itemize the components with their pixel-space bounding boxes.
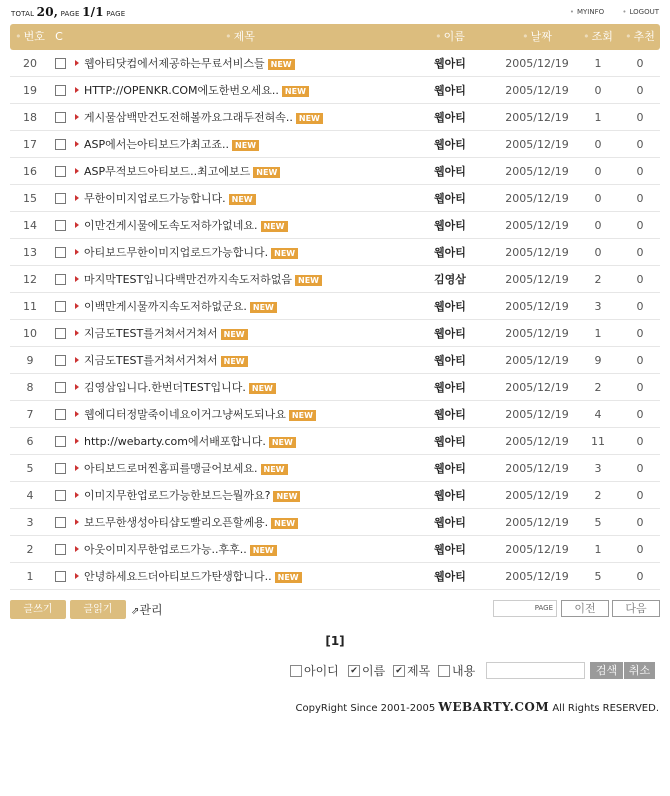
row-number: 20 [23,57,37,70]
row-views: 0 [594,165,602,178]
table-row[interactable] [10,266,660,293]
row-author[interactable]: 웹아티 [434,138,466,151]
page-label: PAGE [60,10,80,18]
row-views: 1 [594,57,602,70]
row-title[interactable] [84,536,424,563]
bullet-icon: • [569,8,574,16]
row-views: 5 [594,516,602,529]
row-views: 1 [594,327,602,340]
search-opt-name[interactable] [348,662,385,680]
row-date: 2005/12/19 [505,138,569,151]
new-badge: NEW [221,356,248,367]
page-input-label: PAGE [534,604,553,612]
table-row[interactable] [10,563,660,590]
checkbox-icon [438,665,450,677]
bullet-triangle-icon [75,60,79,66]
row-recommend: 0 [636,408,644,421]
row-checkbox[interactable] [55,571,66,582]
new-badge: NEW [271,518,298,529]
row-checkbox[interactable] [55,274,66,285]
search-input[interactable] [486,662,585,679]
row-number: 13 [23,246,37,259]
row-title-text: 게시물삼백만건도전해볼까요그래두전혀속.. [84,111,293,124]
row-number: 15 [23,192,37,205]
row-checkbox[interactable] [55,409,66,420]
table-row[interactable] [10,455,660,482]
table-row[interactable] [10,509,660,536]
row-title[interactable] [84,77,424,104]
bullet-triangle-icon [75,492,79,498]
row-date: 2005/12/19 [505,570,569,583]
copyright [296,700,660,714]
page-input[interactable] [493,600,557,617]
row-number: 4 [26,489,34,502]
row-date: 2005/12/19 [505,462,569,475]
row-checkbox[interactable] [55,355,66,366]
manage-label: 관리 [139,603,163,617]
row-author[interactable]: 웹아티 [434,516,466,529]
bullet-triangle-icon [75,546,79,552]
logout-label: LOGOUT [629,8,659,16]
row-views: 3 [594,462,602,475]
page-suffix: PAGE [106,10,126,18]
row-date: 2005/12/19 [505,543,569,556]
table-row[interactable] [10,293,660,320]
bullet-triangle-icon [75,141,79,147]
row-date: 2005/12/19 [505,219,569,232]
row-checkbox[interactable] [55,490,66,501]
search-opt-name-label: 이름 [362,664,386,678]
new-badge: NEW [268,59,295,70]
table-row[interactable] [10,536,660,563]
row-title[interactable] [84,293,424,320]
cancel-button[interactable]: 취소 [624,662,655,679]
external-link-icon: ⇗ [131,606,140,617]
header-name[interactable]: • 이름 [435,30,465,43]
table-row[interactable] [10,320,660,347]
total-count [11,4,125,22]
row-recommend: 0 [636,516,644,529]
total-value: 20, [36,5,59,19]
table-row[interactable] [10,185,660,212]
next-button[interactable]: 다음 [612,600,660,617]
row-title-text: 웹아티닷컴에서제공하는무료서비스들 [84,57,265,70]
row-views: 2 [594,273,602,286]
row-checkbox[interactable] [55,436,66,447]
row-views: 0 [594,246,602,259]
search-opt-content[interactable] [438,662,475,680]
row-author[interactable]: 웹아티 [434,84,466,97]
table-row[interactable] [10,374,660,401]
row-title-text: 안녕하세요드더아티보드가탄생합니다.. [84,570,272,583]
row-checkbox[interactable] [55,85,66,96]
row-author[interactable]: 웹아티 [434,489,466,502]
checkbox-icon: ✔ [348,665,360,677]
new-badge: NEW [250,545,277,556]
row-number: 18 [23,111,37,124]
copyright-brand: WEBARTY.COM [438,700,550,714]
row-title[interactable] [84,104,424,131]
bullet-triangle-icon [75,114,79,120]
row-title[interactable] [84,131,424,158]
row-checkbox[interactable] [55,517,66,528]
row-views: 11 [591,435,605,448]
row-recommend: 0 [636,543,644,556]
row-recommend: 0 [636,354,644,367]
row-checkbox[interactable] [55,382,66,393]
row-title-text: 이백만게시물까지속도저하없군요. [84,300,247,313]
row-author[interactable]: 웹아티 [434,462,466,475]
row-views: 2 [594,381,602,394]
bullet-triangle-icon [75,195,79,201]
new-badge: NEW [261,221,288,232]
row-title[interactable] [84,266,424,293]
row-number: 1 [26,570,34,583]
row-author[interactable]: 웹아티 [434,246,466,259]
header-check-label: C [55,30,63,43]
row-title[interactable] [84,185,424,212]
row-date: 2005/12/19 [505,516,569,529]
row-date: 2005/12/19 [505,273,569,286]
row-author[interactable]: 웹아티 [434,192,466,205]
row-date: 2005/12/19 [505,327,569,340]
bullet-triangle-icon [75,519,79,525]
search-opt-title[interactable] [393,662,430,680]
row-author[interactable]: 웹아티 [434,219,466,232]
myinfo-link[interactable] [570,8,604,16]
row-number: 9 [26,354,34,367]
row-date: 2005/12/19 [505,489,569,502]
row-title-text: 김영삼입니다.한번더TEST입니다. [84,381,246,394]
header-rec-label: 추천 [633,30,655,43]
row-title-text: 지금도TEST를거쳐서거쳐서 [84,354,218,367]
row-date: 2005/12/19 [505,57,569,70]
row-author[interactable]: 웹아티 [434,111,466,124]
row-title[interactable] [84,347,424,374]
row-title[interactable] [84,428,424,455]
copyright-suffix: All Rights RESERVED. [552,703,659,714]
row-number: 17 [23,138,37,151]
row-recommend: 0 [636,138,644,151]
row-recommend: 0 [636,111,644,124]
row-recommend: 0 [636,192,644,205]
bullet-triangle-icon [75,276,79,282]
row-number: 19 [23,84,37,97]
row-checkbox[interactable] [55,193,66,204]
row-author[interactable]: 웹아티 [434,543,466,556]
row-checkbox[interactable] [55,247,66,258]
row-author[interactable]: 웹아티 [434,435,466,448]
table-row[interactable] [10,50,660,77]
row-title[interactable] [84,563,424,590]
row-checkbox[interactable] [55,139,66,150]
row-views: 9 [594,354,602,367]
row-checkbox[interactable] [55,220,66,231]
bullet-triangle-icon [75,411,79,417]
table-row[interactable] [10,401,660,428]
row-date: 2005/12/19 [505,246,569,259]
row-number: 5 [26,462,34,475]
row-views: 1 [594,543,602,556]
row-author[interactable]: 웹아티 [434,327,466,340]
search-button[interactable]: 검색 [590,662,623,679]
checkbox-icon [290,665,302,677]
table-row[interactable] [10,212,660,239]
row-number: 11 [23,300,37,313]
row-title-text: 지금도TEST를거쳐서거쳐서 [84,327,218,340]
new-badge: NEW [296,113,323,124]
row-number: 2 [26,543,34,556]
bullet-triangle-icon [75,438,79,444]
new-badge: NEW [295,275,322,286]
new-badge: NEW [271,248,298,259]
row-title-text: 아티보드무한이미지업로드가능합니다. [84,246,269,259]
row-title-text: http://webarty.com에서배포합니다. [84,435,266,448]
header-title[interactable]: • 제목 [225,30,255,43]
row-recommend: 0 [636,219,644,232]
row-views: 0 [594,192,602,205]
row-number: 7 [26,408,34,421]
header-date[interactable]: • 날짜 [522,30,552,43]
row-title[interactable] [84,50,424,77]
row-number: 16 [23,165,37,178]
search-opt-content-label: 내용 [452,664,476,678]
myinfo-label: MYINFO [576,8,605,16]
header-views[interactable]: • 조회 [583,30,613,43]
logout-link[interactable] [622,8,659,16]
row-checkbox[interactable] [55,544,66,555]
post-list [10,50,660,590]
page-value: 1/1 [82,5,104,19]
row-number: 8 [26,381,34,394]
top-links [554,4,659,20]
row-number: 6 [26,435,34,448]
table-row[interactable] [10,428,660,455]
checkbox-icon: ✔ [393,665,405,677]
row-author[interactable]: 웹아티 [434,57,466,70]
row-recommend: 0 [636,84,644,97]
new-badge: NEW [289,410,316,421]
bullet-triangle-icon [75,249,79,255]
row-recommend: 0 [636,165,644,178]
row-views: 3 [594,300,602,313]
bullet-triangle-icon [75,573,79,579]
row-recommend: 0 [636,300,644,313]
table-row[interactable] [10,104,660,131]
row-date: 2005/12/19 [505,111,569,124]
row-views: 1 [594,111,602,124]
total-label: TOTAL [11,10,35,18]
row-title-text: ASP무적보드아티보드..최고에보드 [84,165,251,178]
search-opt-id[interactable] [290,662,339,680]
pagination[interactable]: [1] [325,634,345,648]
row-checkbox[interactable] [55,112,66,123]
row-date: 2005/12/19 [505,354,569,367]
row-recommend: 0 [636,489,644,502]
row-checkbox[interactable] [55,328,66,339]
row-date: 2005/12/19 [505,300,569,313]
bullet-triangle-icon [75,222,79,228]
row-recommend: 0 [636,435,644,448]
new-badge: NEW [229,194,256,205]
header-name-label: 이름 [443,30,465,43]
table-row[interactable] [10,158,660,185]
table-row[interactable] [10,77,660,104]
row-author[interactable]: 웹아티 [434,408,466,421]
row-author[interactable]: 웹아티 [434,300,466,313]
table-row[interactable] [10,347,660,374]
row-checkbox[interactable] [55,463,66,474]
row-number: 10 [23,327,37,340]
row-title-text: ASP에서는아티보드가최고죠.. [84,138,230,151]
new-badge: NEW [253,167,280,178]
row-views: 0 [594,84,602,97]
top-bar [11,4,659,20]
row-author[interactable]: 김영삼 [434,273,466,286]
row-title-text: 마지막TEST입니다백만건까지속도저하없음 [84,273,293,286]
row-recommend: 0 [636,246,644,259]
new-badge: NEW [249,383,276,394]
row-title[interactable] [84,374,424,401]
header-title-label: 제목 [233,30,255,43]
row-author[interactable]: 웹아티 [434,570,466,583]
bullet-triangle-icon [75,168,79,174]
row-title-text: HTTP://OPENKR.COM에도한번오세요.. [84,84,279,97]
row-views: 4 [594,408,602,421]
row-date: 2005/12/19 [505,84,569,97]
row-title-text: 무한이미지업로드가능합니다. [84,192,226,205]
read-button[interactable]: 글읽기 [70,600,126,619]
new-badge: NEW [250,302,277,313]
row-title[interactable] [84,212,424,239]
row-title-text: 웹에디터정말죽이네요이거그냥써도되나요 [84,408,286,421]
row-date: 2005/12/19 [505,165,569,178]
row-author[interactable]: 웹아티 [434,381,466,394]
new-badge: NEW [261,464,288,475]
row-date: 2005/12/19 [505,381,569,394]
table-header [10,24,660,50]
manage-link[interactable] [131,601,163,618]
row-title[interactable] [84,482,424,509]
row-recommend: 0 [636,57,644,70]
row-title[interactable] [84,401,424,428]
row-author[interactable]: 웹아티 [434,165,466,178]
new-badge: NEW [273,491,300,502]
new-badge: NEW [275,572,302,583]
row-recommend: 0 [636,381,644,394]
row-number: 14 [23,219,37,232]
row-checkbox[interactable] [55,58,66,69]
row-recommend: 0 [636,327,644,340]
copyright-prefix: CopyRight Since 2001-2005 [295,703,436,714]
bullet-triangle-icon [75,465,79,471]
bullet-triangle-icon [75,303,79,309]
new-badge: NEW [221,329,248,340]
header-date-label: 날짜 [530,30,552,43]
row-views: 0 [594,138,602,151]
header-views-label: 조회 [591,30,613,43]
header-num[interactable]: • 번호 [15,30,45,43]
row-title-text: 이만건게시물에도속도저하가없네요. [84,219,258,232]
row-recommend: 0 [636,462,644,475]
write-button[interactable]: 글쓰기 [10,600,66,619]
row-date: 2005/12/19 [505,435,569,448]
bullet-triangle-icon [75,357,79,363]
table-row[interactable] [10,239,660,266]
new-badge: NEW [282,86,309,97]
row-date: 2005/12/19 [505,408,569,421]
row-title-text: 아웃이미지무한업로드가능..후후.. [84,543,247,556]
row-checkbox[interactable] [55,166,66,177]
search-opt-id-label: 아이디 [304,664,339,678]
header-num-label: 번호 [23,30,45,43]
row-views: 2 [594,489,602,502]
row-title-text: 이미지무한업로드가능한보드는뭘까요? [84,489,271,502]
row-title[interactable] [84,239,424,266]
bullet-icon: • [622,8,627,16]
row-title-text: 아티보드로머찐홈피를맹글어보세요. [84,462,258,475]
bullet-triangle-icon [75,384,79,390]
row-title[interactable] [84,320,424,347]
row-recommend: 0 [636,570,644,583]
table-row[interactable] [10,131,660,158]
bullet-triangle-icon [75,330,79,336]
new-badge: NEW [269,437,296,448]
row-views: 0 [594,219,602,232]
new-badge: NEW [232,140,259,151]
row-views: 5 [594,570,602,583]
row-recommend: 0 [636,273,644,286]
row-checkbox[interactable] [55,301,66,312]
row-number: 12 [23,273,37,286]
row-author[interactable]: 웹아티 [434,354,466,367]
header-rec[interactable]: • 추천 [625,30,655,43]
bullet-triangle-icon [75,87,79,93]
row-title-text: 보드무한생성아티샵도빨리오픈할께용. [84,516,269,529]
row-title[interactable] [84,509,424,536]
row-title[interactable] [84,158,424,185]
header-check[interactable] [52,24,66,50]
prev-button[interactable]: 이전 [561,600,609,617]
search-opt-title-label: 제목 [407,664,431,678]
row-title[interactable] [84,455,424,482]
row-number: 3 [26,516,34,529]
table-row[interactable] [10,482,660,509]
row-date: 2005/12/19 [505,192,569,205]
